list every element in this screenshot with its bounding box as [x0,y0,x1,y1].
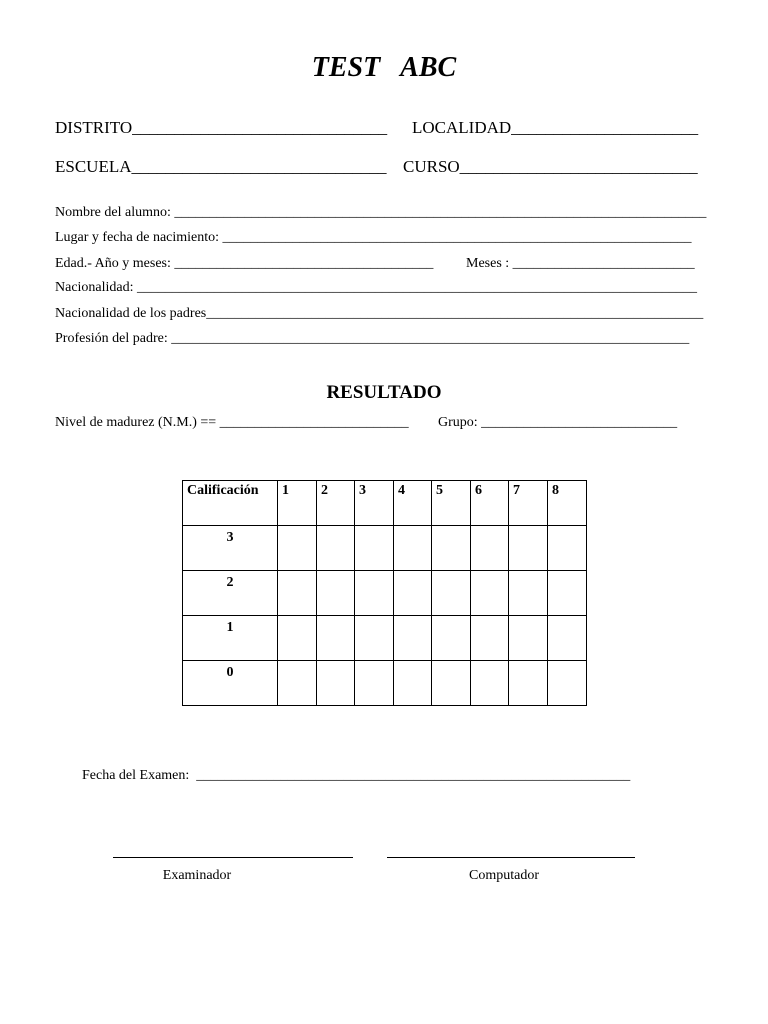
examinador-signature-line[interactable] [113,857,353,858]
table-cell[interactable] [471,571,509,616]
table-cell[interactable] [548,661,587,706]
row-label-cell: 0 [183,661,278,706]
table-cell[interactable] [548,526,587,571]
table-header-cell: 3 [355,481,394,526]
lugar-fecha-field[interactable]: Lugar y fecha de nacimiento: ___________________________________________________________________ [55,230,692,245]
row-label-cell: 2 [183,571,278,616]
calificacion-label: Calificación [187,483,259,498]
meses-field[interactable]: Meses : __________________________ [466,256,695,271]
table-cell[interactable] [394,571,432,616]
table-header-cell: 5 [432,481,471,526]
table-cell[interactable] [432,571,471,616]
table-cell[interactable] [548,571,587,616]
table-cell[interactable] [278,571,317,616]
table-cell[interactable] [432,526,471,571]
table-cell[interactable] [355,571,394,616]
examinador-label: Examinador [162,868,232,883]
nacionalidad-field[interactable]: Nacionalidad: ________________________________________________________________________________ [55,280,698,295]
table-cell[interactable] [317,526,355,571]
table-cell[interactable] [394,526,432,571]
table-cell[interactable] [355,526,394,571]
distrito-field[interactable]: DISTRITO______________________________ [55,118,388,137]
escuela-field[interactable]: ESCUELA______________________________ [55,157,387,176]
table-cell[interactable] [432,661,471,706]
row-label-cell: 1 [183,616,278,661]
table-cell[interactable] [394,616,432,661]
table-cell[interactable] [355,616,394,661]
table-cell[interactable] [471,661,509,706]
nivel-madurez-field[interactable]: Nivel de madurez (N.M.) == ___________________________ [55,415,409,430]
fecha-examen-field[interactable]: Fecha del Examen: ______________________________________________________________ [82,768,631,783]
table-cell[interactable] [317,571,355,616]
table-header-cell [183,481,278,526]
table-row [183,526,587,571]
resultado-heading: RESULTADO [326,382,442,403]
table-cell[interactable] [317,661,355,706]
table-cell[interactable] [548,616,587,661]
table-header-row [183,481,587,526]
localidad-field[interactable]: LOCALIDAD______________________ [412,118,699,137]
table-cell[interactable] [471,616,509,661]
computador-label: Computador [469,868,539,883]
table-cell[interactable] [509,526,548,571]
table-header-cell: 6 [471,481,509,526]
table-cell[interactable] [355,661,394,706]
table-cell[interactable] [317,616,355,661]
computador-signature-line[interactable] [387,857,635,858]
curso-field[interactable]: CURSO____________________________ [403,157,698,176]
page-title: TEST ABC [311,52,457,83]
table-cell[interactable] [432,616,471,661]
table-cell[interactable] [509,661,548,706]
table-cell[interactable] [394,661,432,706]
table-cell[interactable] [509,616,548,661]
table-header-cell: 1 [278,481,317,526]
edad-field[interactable]: Edad.- Año y meses: _____________________________________ [55,256,434,271]
table-cell[interactable] [278,616,317,661]
grupo-field[interactable]: Grupo: ____________________________ [438,415,678,430]
calificacion-table [182,480,587,706]
table-cell[interactable] [278,526,317,571]
table-cell[interactable] [471,526,509,571]
row-label-cell: 3 [183,526,278,571]
table-row [183,616,587,661]
table-cell[interactable] [509,571,548,616]
table-header-cell: 8 [548,481,587,526]
profesion-padre-field[interactable]: Profesión del padre: __________________________________________________________________________ [55,331,690,346]
nombre-field[interactable]: Nombre del alumno: ____________________________________________________________________________ [55,205,707,220]
table-header-cell: 7 [509,481,548,526]
table-header-cell: 4 [394,481,432,526]
table-row [183,571,587,616]
table-row [183,661,587,706]
nacionalidad-padres-field[interactable]: Nacionalidad de los padres_______________________________________________________________________ [55,306,704,321]
table-cell[interactable] [278,661,317,706]
table-header-cell: 2 [317,481,355,526]
